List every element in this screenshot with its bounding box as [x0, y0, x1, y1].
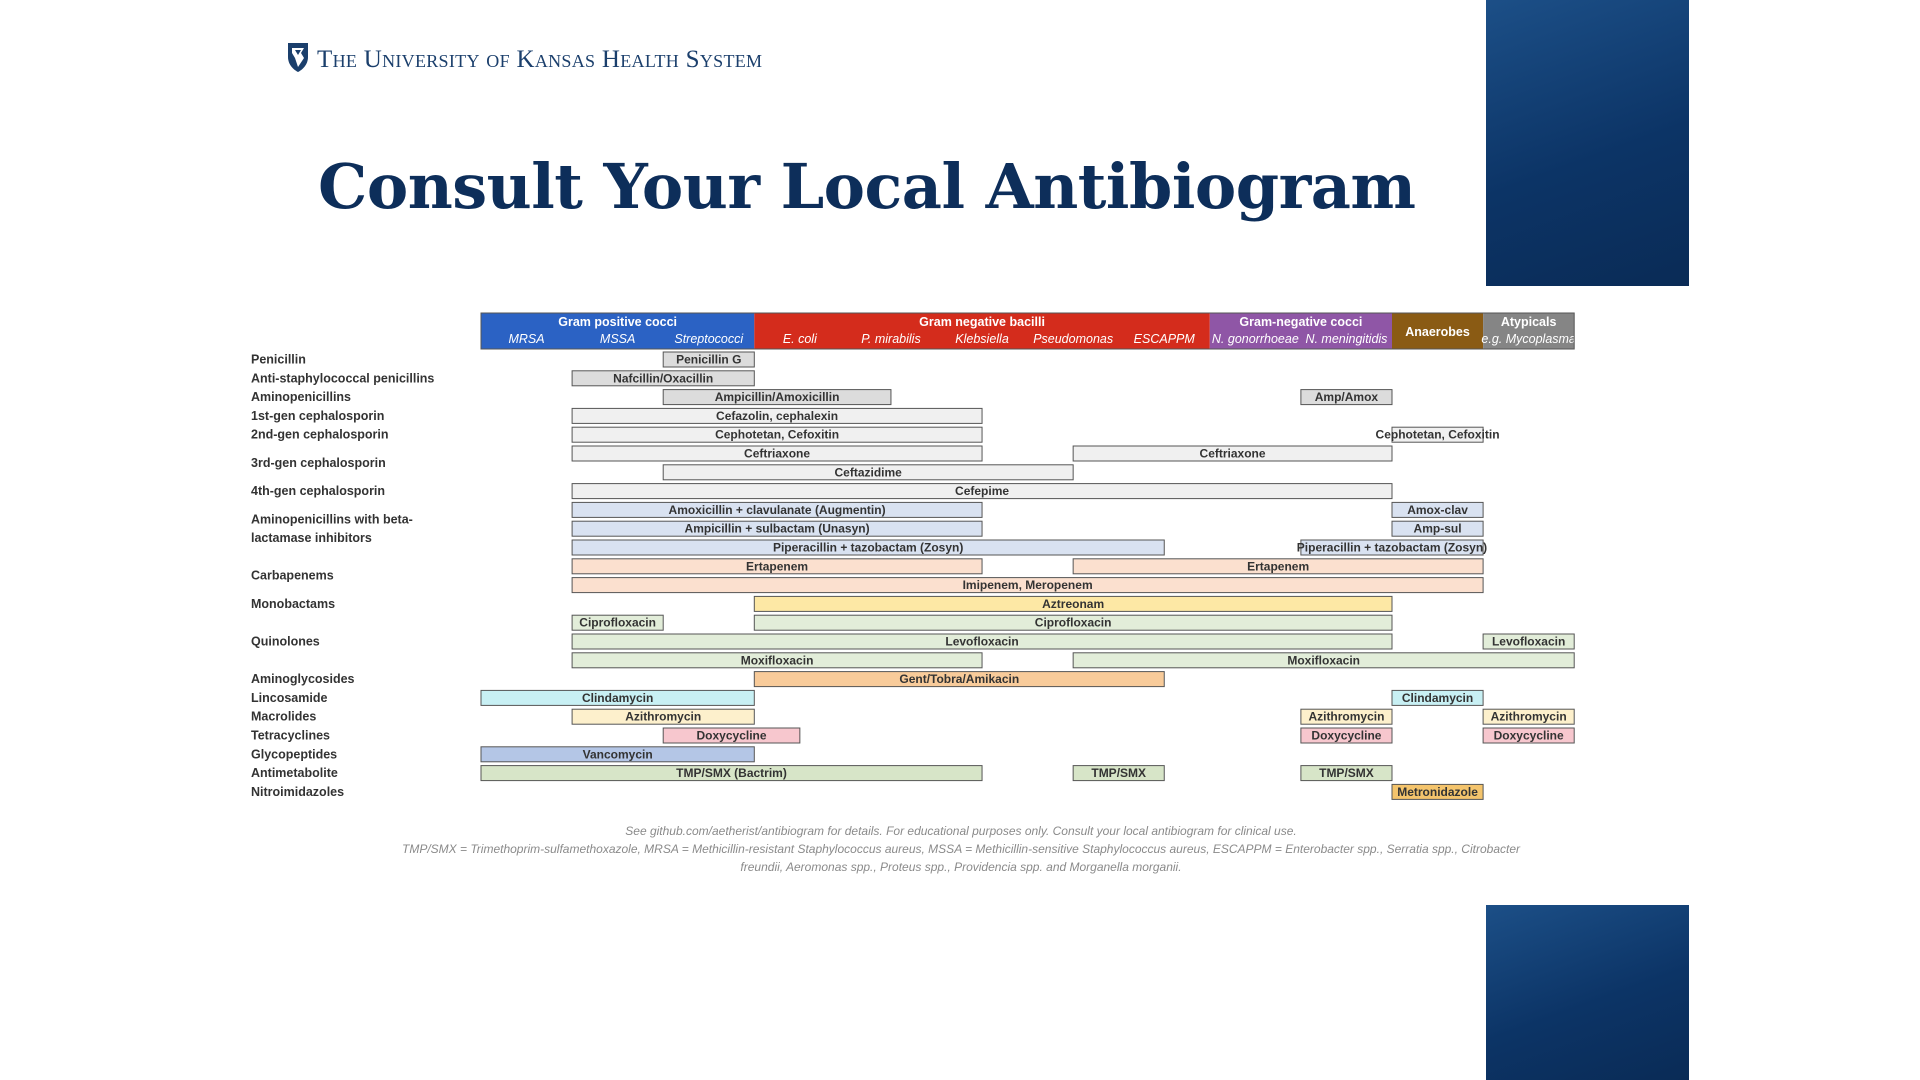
drug-label: TMP/SMX [1091, 766, 1147, 781]
drug-label: Ciprofloxacin [579, 615, 656, 630]
class-label: Monobactams [251, 596, 336, 611]
drug-label: Doxycycline [1311, 728, 1382, 743]
class-label: Carbapenems [251, 568, 334, 583]
organism-label: ESCAPPM [1133, 332, 1195, 346]
drug-label: TMP/SMX [1319, 766, 1374, 781]
organism-label: e.g. Mycoplasma [1481, 332, 1576, 346]
drug-label: Ciprofloxacin [1034, 615, 1112, 630]
organism-label: Streptococci [674, 332, 744, 346]
organism-label: P. mirabilis [861, 332, 921, 346]
drug-label: Ampicillin + sulbactam (Unasyn) [684, 521, 870, 536]
class-labels [251, 353, 434, 799]
drug-label: Doxycycline [696, 728, 767, 743]
drug-label: Metronidazole [1397, 784, 1478, 799]
drug-label: Ceftriaxone [1199, 446, 1266, 461]
drug-label: Clindamycin [581, 690, 654, 705]
drug-label: Clindamycin [1401, 690, 1474, 705]
drug-label: Piperacillin + tazobactam (Zosyn) [772, 540, 964, 555]
drug-label: Amp-sul [1413, 521, 1462, 536]
class-label: lactamase inhibitors [251, 531, 372, 546]
drug-label: Azithromycin [1308, 709, 1385, 724]
class-label: Aminoglycosides [251, 672, 355, 687]
class-label: 2nd-gen cephalosporin [251, 427, 389, 442]
group-name: Anaerobes [1405, 325, 1470, 339]
class-label: Quinolones [251, 634, 320, 649]
drug-label: Nafcillin/Oxacillin [613, 371, 714, 386]
organism-label: Pseudomonas [1033, 332, 1114, 346]
organism-label: E. coli [782, 332, 817, 346]
drug-bars [481, 352, 1574, 799]
drug-label: Piperacillin + tazobactam (Zosyn) [1296, 540, 1488, 555]
drug-label: Aztreonam [1042, 596, 1105, 611]
drug-label: TMP/SMX (Bactrim) [676, 766, 787, 781]
drug-label: Levofloxacin [1491, 634, 1566, 649]
class-label: 4th-gen cephalosporin [251, 484, 386, 499]
organism-label: MRSA [508, 332, 545, 346]
chart-header [481, 313, 1576, 349]
drug-label: Ampicillin/Amoxicillin [714, 390, 840, 405]
drug-label: Amp/Amox [1314, 390, 1379, 405]
drug-label: Cefazolin, cephalexin [716, 408, 839, 423]
drug-label: Imipenem, Meropenem [962, 578, 1093, 593]
class-label: Tetracyclines [251, 728, 330, 743]
class-label: Antimetabolite [251, 766, 338, 781]
drug-label: Amox-clav [1407, 502, 1468, 517]
group-name: Atypicals [1500, 315, 1557, 329]
logo-text: The University of Kansas Health System [317, 45, 763, 73]
class-label: Nitroimidazoles [251, 784, 345, 799]
drug-label: Penicillin G [676, 352, 742, 367]
footnotes [262, 822, 1660, 876]
drug-label: Ceftazidime [834, 465, 902, 480]
drug-label: Gent/Tobra/Amikacin [899, 672, 1020, 687]
group-name: Gram-negative cocci [1239, 315, 1363, 329]
drug-label: Vancomycin [582, 747, 653, 762]
drug-label: Azithromycin [625, 709, 702, 724]
drug-label: Cephotetan, Cefoxitin [715, 427, 840, 442]
drug-label: Ertapenem [746, 559, 809, 574]
drug-label: Ceftriaxone [744, 446, 811, 461]
drug-label: Doxycycline [1493, 728, 1564, 743]
class-label: Anti-staphylococcal penicillins [251, 371, 435, 386]
class-label: 1st-gen cephalosporin [251, 408, 385, 423]
drug-label: Cefepime [955, 484, 1010, 499]
drug-label: Ertapenem [1247, 559, 1310, 574]
class-label: Lincosamide [251, 690, 328, 705]
drug-label: Cephotetan, Cefoxitin [1375, 427, 1500, 442]
drug-label: Amoxicillin + clavulanate (Augmentin) [668, 502, 886, 517]
drug-label: Azithromycin [1490, 709, 1567, 724]
footnote-line-3: freundii, Aeromonas spp., Proteus spp., Providencia spp. and Morganella morganii. [740, 860, 1182, 874]
organism-label: N. meningitidis [1305, 332, 1388, 346]
class-label: Aminopenicillins [251, 390, 352, 405]
organism-label: MSSA [599, 332, 636, 346]
class-label: Penicillin [251, 352, 306, 367]
footnote-line-2: TMP/SMX = Trimethoprim-sulfamethoxazole, MRSA = Methicillin-resistant Staphylococcus aureus, MSSA = Methicillin-sensitive Staphylococcus aureus, ESCAPPM = Enterobacter spp., Serratia spp., Citrobacter [402, 842, 1520, 856]
drug-label: Moxifloxacin [1287, 653, 1361, 668]
class-label: Glycopeptides [251, 747, 338, 762]
organism-label: N. gonorrhoeae [1211, 332, 1299, 346]
group-name: Gram negative bacilli [919, 315, 1045, 329]
footnote-line-1: See github.com/aetherist/antibiogram for details. For educational purposes only. Consult your local antibiogram for clinical use. [625, 824, 1297, 838]
drug-label: Moxifloxacin [740, 653, 814, 668]
class-label: 3rd-gen cephalosporin [251, 455, 386, 470]
class-label: Macrolides [251, 709, 317, 724]
organism-label: Klebsiella [955, 332, 1009, 346]
class-label: Aminopenicillins with beta- [251, 512, 413, 527]
group-name: Gram positive cocci [558, 315, 678, 329]
drug-label: Levofloxacin [945, 634, 1019, 649]
slide-title: Consult Your Local Antibiogram [318, 150, 1416, 223]
